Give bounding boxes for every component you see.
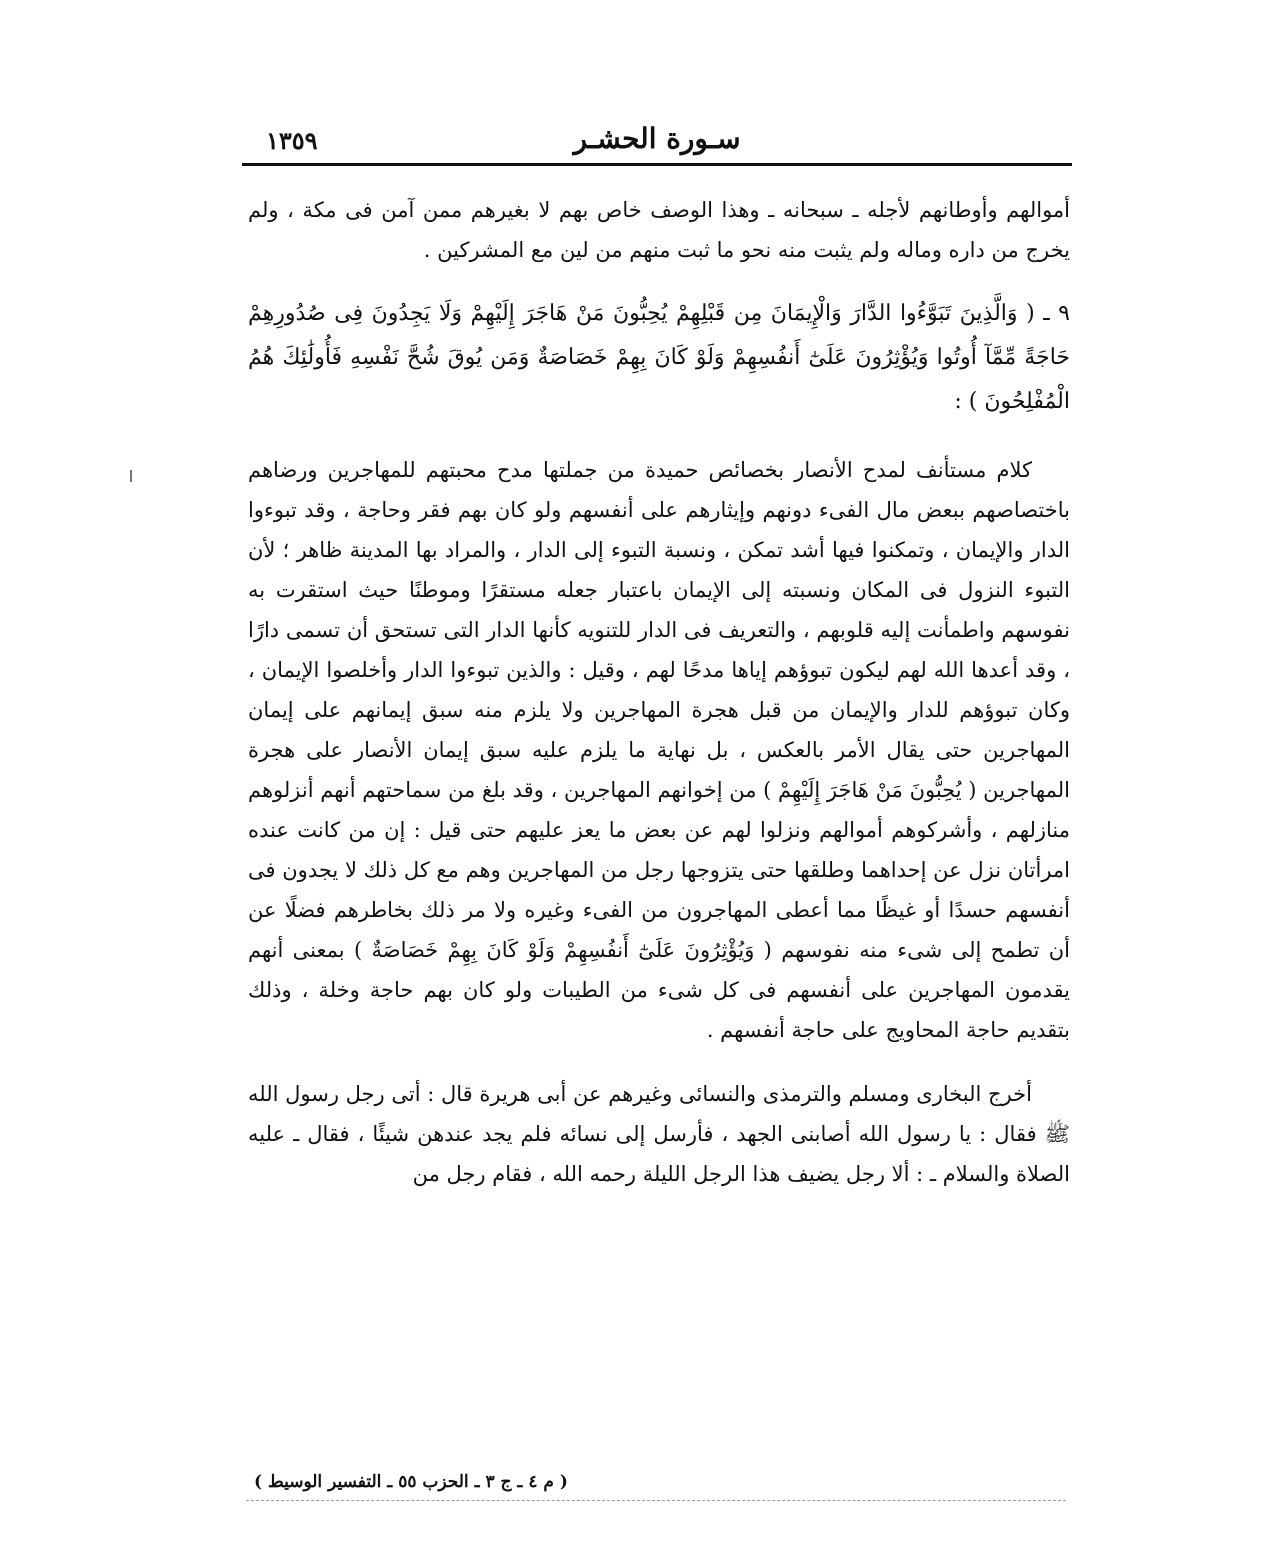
footer-signature: ( م ٤ ـ ج ٣ ـ الحزب ٥٥ ـ التفسير الوسيط ) xyxy=(254,1472,568,1492)
page-header xyxy=(242,118,1072,162)
paragraph-verse: ٩ ـ ( وَالَّذِينَ تَبَوَّءُوا الدَّارَ وَالْإِيمَانَ مِن قَبْلِهِمْ يُحِبُّونَ مَنْ هَاجَرَ إِلَيْهِمْ وَلَا يَجِدُونَ فِى صُدُورِهِمْ حَاجَةً مِّمَّآ أُوتُوا وَيُؤْثِرُونَ عَلَىٰٓ أَنفُسِهِمْ وَلَوْ كَانَ بِهِمْ خَصَاصَةٌ وَمَن يُوقَ شُحَّ نَفْسِهِ فَأُولَٰئِكَ هُمُ الْمُفْلِحُونَ ) : xyxy=(248,301,1070,414)
page-body xyxy=(248,190,1070,1194)
margin-mark xyxy=(130,470,132,482)
paragraph-intro: أموالهم وأوطانهم لأجله ـ سبحانه ـ وهذا الوصف خاص بهم لا بغيرهم ممن آمن فى مكة ، ولم يخرج من داره وماله ولم يثبت منه نحو ما ثبت منهم من لين مع المشركين . xyxy=(248,198,1070,262)
paragraph-hadith: أخرج البخارى ومسلم والترمذى والنسائى وغيرهم عن أبى هريرة قال : أتى رجل رسول الله ﷺ فقال : يا رسول الله أصابنى الجهد ، فأرسل إلى نسائه فلم يجد عندهن شيئًا ، فقال ـ عليه الصلاة والسلام ـ : ألا رجل يضيف هذا الرجل الليلة رحمه الله ، فقام رجل من xyxy=(248,1082,1070,1186)
paragraph-commentary: كلام مستأنف لمدح الأنصار بخصائص حميدة من جملتها مدح محبتهم للمهاجرين ورضاهم باختصاصهم ببعض مال الفىء دونهم وإيثارهم على أنفسهم ولو كان بهم فقر وحاجة ، وقد تبوءوا الدار والإيمان ، وتمكنوا فيها أشد تمكن ، ونسبة التبوء إلى الدار ، والمراد بها المدينة ظاهر ؛ لأن التبوء النزول فى المكان ونسبته إلى الإيمان باعتبار جعله مستقرًا وموطنًا حيث استقرت به نفوسهم واطمأنت إليه قلوبهم ، والتعريف فى الدار للتنويه كأنها الدار التى تستحق أن تسمى دارًا ، وقد أعدها الله لهم ليكون تبوؤهم إياها مدحًا لهم ، وقيل : والذين تبوءوا الدار وأخلصوا الإيمان ، وكان تبوؤهم للدار والإيمان من قبل هجرة المهاجرين ولا يلزم منه سبق إيمانهم على إيمان المهاجرين حتى يقال الأمر بالعكس ، بل نهاية ما يلزم عليه سبق إيمان الأنصار على هجرة المهاجرين ( يُحِبُّونَ مَنْ هَاجَرَ إِلَيْهِمْ ) من إخوانهم المهاجرين ، وقد بلغ من سماحتهم أنهم أنزلوهم منازلهم ، وأشركوهم أموالهم ونزلوا لهم عن بعض ما يعز عليهم حتى قيل : إن من كانت عنده امرأتان نزل عن إحداهما وطلقها حتى يتزوجها رجل من المهاجرين وهم مع كل ذلك لا يجدون فى أنفسهم حسدًا أو غيظًا مما أعطى المهاجرون من الفىء وغيره ولا مر ذلك بخاطرهم فضلًا عن أن تطمح إلى شىء منه نفوسهم ( وَيُؤْثِرُونَ عَلَىٰٓ أَنفُسِهِمْ وَلَوْ كَانَ بِهِمْ خَصَاصَةٌ ) بمعنى أنهم يقدمون المهاجرين على أنفسهم فى كل شىء من الطيبات ولو كان بهم حاجة وخلة ، وذلك بتقديم حاجة المحاويج على حاجة أنفسهم . xyxy=(248,458,1070,1042)
footer-divider xyxy=(246,1500,1066,1501)
surah-title: سـورة الحشـر xyxy=(573,122,741,155)
header-divider xyxy=(242,163,1072,166)
page-number: ١٣٥٩ xyxy=(266,126,318,155)
